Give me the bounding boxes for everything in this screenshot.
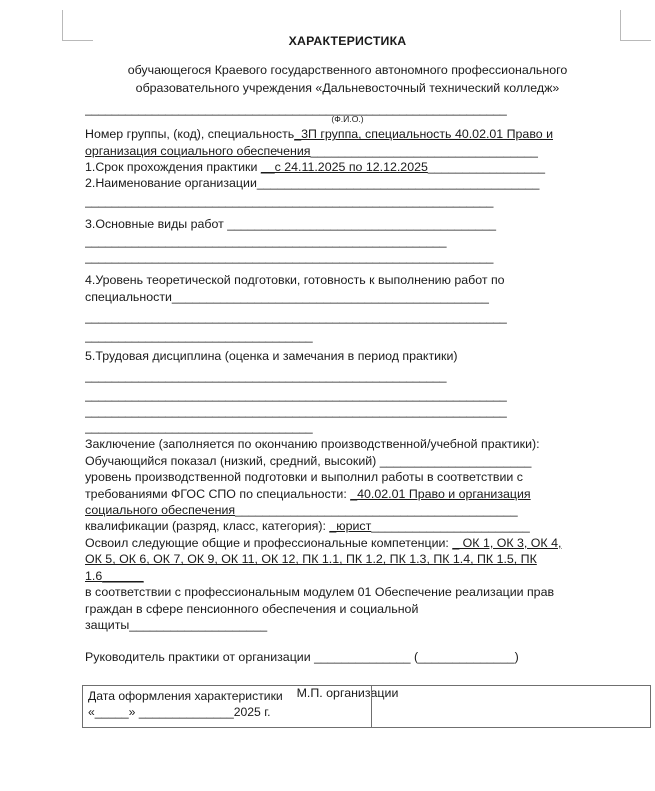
qualification-rule-tail: _______________________ (371, 519, 530, 534)
group-field-row (85, 126, 610, 142)
intro-line-1: обучающегося Краевого государственного автономного профессионального (127, 63, 568, 77)
module-line3-label: защиты (85, 617, 130, 632)
item3-rule-line3[interactable]: _____________________________________________________________ (85, 250, 494, 265)
item5-rule-line2[interactable]: _______________________________________________________________ (85, 388, 507, 403)
conclusion-line: Заключение (заполняется по окончанию производственной/учебной практики): (85, 437, 540, 452)
competencies-row-line2 (85, 551, 610, 567)
module-line2: граждан в сфере пенсионного обеспечения и социальной (85, 601, 419, 616)
fio-caption: (Ф.И.О.) (331, 114, 364, 125)
module-line3-rule[interactable]: ____________________ (129, 617, 268, 632)
signature-row (85, 649, 610, 665)
date-cell-line-2[interactable]: «_____» ______________2025 г. (88, 705, 271, 719)
fgos-row-cont (85, 502, 610, 518)
level-cont: уровень производственной подготовки и выполнил работы в соответствии с (85, 470, 523, 485)
item3-label: 3.Основные виды работ (85, 216, 228, 231)
level-label: Обучающийся показал (низкий, средний, высокий) (85, 453, 380, 468)
competencies-row (85, 535, 610, 551)
item5-rule-line3[interactable]: _______________________________________________________________ (85, 404, 507, 419)
level-rule[interactable]: ______________________ (379, 453, 532, 468)
group-field-row-cont (85, 143, 610, 159)
item1-rule-tail: _________________ (427, 160, 546, 174)
group-label: Номер группы, (код), специальность (85, 127, 295, 142)
stamp-note: М.П. организации (296, 685, 399, 700)
item4-label-line1: 4.Уровень теоретической подготовки, готовность к выполнению работ по (85, 273, 505, 288)
item2-label: 2.Наименование организации (85, 176, 257, 191)
item1-label: 1.Срок прохождения практики (85, 160, 261, 174)
competencies-label: Освоил следующие общие и профессиональные компетенции: (85, 535, 453, 550)
date-cell-line-1: Дата оформления характеристики (88, 689, 283, 703)
competencies-row-line3 (85, 568, 610, 584)
module-line1: в соответствии с профессиональным модулем 01 Обеспечение реализации прав (85, 585, 555, 600)
date-table (82, 685, 651, 728)
fgos-rule-tail: _________________________________________ (235, 503, 518, 518)
qualification-value[interactable]: _юрист (329, 519, 372, 534)
module-line3 (85, 617, 610, 633)
date-cell (83, 686, 372, 728)
item4-row (85, 289, 610, 305)
item3-row (85, 216, 610, 232)
item4-label-line2: специальности (85, 289, 172, 304)
corner-mark-right-icon (620, 10, 651, 41)
fgos-value-cont[interactable]: социального обеспечения (85, 503, 236, 518)
fio-rule: _______________________________________________________________ (85, 102, 507, 117)
item1-row (85, 159, 610, 175)
item5-rule-line1[interactable]: ______________________________________________________ (85, 369, 447, 384)
item5-label: 5.Трудовая дисциплина (оценка и замечания в период практики) (85, 349, 458, 364)
item4-rule-line2[interactable]: _______________________________________________________________ (85, 310, 507, 325)
signature-cell[interactable] (372, 686, 651, 728)
intro-line-2: образовательного учреждения «Дальневосточный технический колледж» (135, 80, 560, 95)
item3-rule-line2[interactable]: ______________________________________________________ (85, 234, 447, 249)
competencies-value-line2[interactable]: ОК 5, ОК 6, ОК 7, ОК 9, ОК 11, ОК 12, ПК 1.1, ПК 1.2, ПК 1.3, ПК 1.4, ПК 1.5, ПК (85, 552, 537, 567)
item2-rule[interactable]: _________________________________________ (256, 176, 540, 191)
competencies-rule-tail: ______ (102, 568, 144, 583)
competencies-value-line3[interactable]: 1.6 (85, 568, 103, 583)
qualification-label: квалификации (разряд, класс, категория): (85, 519, 330, 534)
item2-row (85, 175, 610, 191)
item3-rule[interactable]: _______________________________________ (227, 216, 497, 231)
group-value-cont[interactable]: организация социального обеспечения (85, 143, 311, 158)
item1-value[interactable]: __с 24.11.2025 по 12.12.2025 (260, 160, 428, 174)
item4-rule[interactable]: ______________________________________________ (171, 289, 489, 304)
qualification-row (85, 518, 610, 534)
document-body (85, 34, 610, 700)
level-row (85, 453, 610, 469)
item4-rule-line3[interactable]: __________________________________ (85, 329, 313, 344)
fgos-row (85, 486, 610, 502)
fgos-value[interactable]: _40.02.01 Право и организация (350, 486, 531, 501)
signature-rule-2[interactable]: ______________) (418, 650, 519, 665)
signature-rule-1[interactable]: ______________ ( (314, 650, 419, 665)
group-rule-tail: _________________________________ (310, 143, 538, 158)
competencies-value-line1[interactable]: _ ОК 1, ОК 3, ОК 4, (452, 535, 562, 550)
item5-rule-line4[interactable]: __________________________________ (85, 420, 313, 435)
signature-label: Руководитель практики от организации (85, 650, 315, 665)
fgos-label: требованиями ФГОС СПО по специальности: (85, 486, 351, 501)
item2-rule-line2[interactable]: _____________________________________________________________ (85, 193, 494, 208)
page-title: ХАРАКТЕРИСТИКА (288, 34, 407, 48)
group-value[interactable]: _3П группа, специальность 40.02.01 Право и (294, 127, 554, 142)
table-row (83, 686, 651, 728)
